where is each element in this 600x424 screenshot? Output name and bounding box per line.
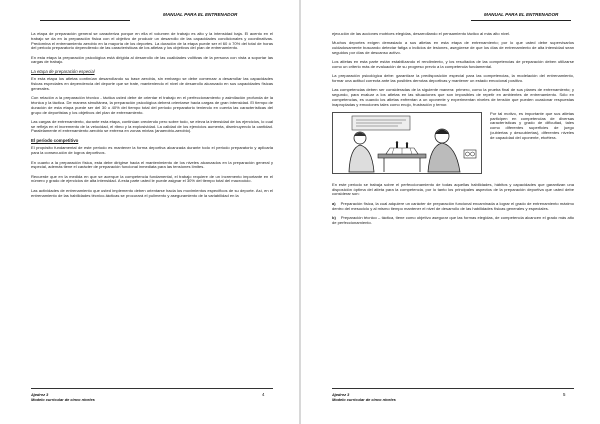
footer [332, 392, 396, 402]
running-header: MANUAL PARA EL ENTRENADOR [163, 12, 238, 17]
page-body [332, 32, 574, 230]
list-marker: b) [332, 214, 336, 220]
paragraph: En esta etapa la preparación psicológica está dirigida al desarrollo de las cualidades volitivas de la persona con vista a soportar las cargas de trabajo. [31, 54, 273, 65]
left-page [0, 0, 299, 424]
page-number: 4 [262, 392, 265, 397]
paragraph: Las actividades de entrenamiento que usted implemento deben orientarse hacia los movimientos específicos de su deporte. Así, en el entrenamiento de las habilidades técnico-tácticas se procurará el pulimento y aseguramiento de la variabilidad en la [31, 187, 273, 198]
header-rule [471, 20, 571, 21]
footer-rule [31, 388, 273, 389]
footer [31, 392, 95, 402]
paragraph: El propósito fundamental de este periodo es mantener la forma deportiva alcanzada durante todo el periodo preparatorio y aplicarla para la consecución de logros deportivos. [31, 145, 273, 156]
footer-title: Ajedrez 3 [31, 392, 49, 397]
header-rule [40, 20, 130, 21]
paragraph: En esta etapa los atletas continúan desarrollando su base aerobia, sin embargo se debe comenzar a desarrollar las capacidades físicas especiales en dependencia del deporte que se trate, manteniendo el nivel de desarrollo alcanzado en sus capacidades físicas generales. [31, 76, 273, 91]
section-heading: El periodo competitivo [31, 137, 79, 143]
list-text: Preparación física, la cual adquiere un carácter de preparación funcional encaminada a lograr el grado de entrenamiento máximo dentro del mesociclo y al mismo tiempo mantener el nivel de desarrollo de las habilidades físicas generales y especiales. [332, 200, 574, 211]
paragraph: Muchos deportes exigen demasiado a sus atletas en esta etapa de entrenamiento; por lo que usted debe supervisarlos cuidadosamente buscando detectar fatiga o indicios de lesiones, asegúrese de que los días de entrenamiento de alta intensidad sean seguidos por días de descanso activo. [332, 40, 574, 55]
page-body [31, 32, 273, 203]
paragraph: Los atletas en esta parte están estabilizando el rendimiento, y los resultados de las competencias de preparación deben utilizarse como un criterio más de evaluación de su progreso previo a la competencia fundamental. [332, 59, 574, 69]
figure-side-text: Por tal motivo, es importante que sus atletas participen en competencias de diversas características y grado de dificultad, tales como diferentes superficies de juego (cubiertas y descubiertas), diferentes niveles de capacidad del oponente, etcétera. [490, 110, 574, 140]
list-item [332, 216, 574, 226]
list-marker: a) [332, 200, 336, 206]
list-text: Preparación técnico – táctica, tiene como objetivo asegurar que las formas elegidas, de competencia alcancen el grado más alto de perfeccionamiento. [332, 214, 574, 225]
page-number: 5 [563, 392, 566, 397]
paragraph: La preparación psicológica debe: garantizar la predisposición especial para las competencias, la modelación del entrenamiento, formar una actitud correcta ante las posibles derrotas deportivas y mantener un estado emocional positivo. [332, 73, 574, 84]
subheading: La etapa de preparación especial [31, 68, 95, 74]
paragraph: Las cargas de entrenamiento, durante esta etapa, continúan creciendo pero sobre todo, se eleva la intensidad de los ejercicios, lo cual se refleja en el incremento de la velocidad, el ritmo y la explosividad. La calidad de los ejercicios aumenta, disminuyendo la cantidad. Paralelamente el entrenamiento aerobio se entrena en zonas mixtas (anaerobio-aerobio). [31, 118, 273, 134]
footer-subtitle: Modelo curricular de cinco niveles [332, 397, 396, 402]
paragraph: ejecución de las acciones motrices elegidas, desarrollando el pensamiento táctico al más alto nivel. [332, 31, 511, 36]
paragraph: En este periodo se trabaja sobre el perfeccionamiento de todas aquellas habilidades, hábitos y capacidades que garantizan una disposición óptima del atleta para la competencia, por lo tanto los principales aspectos de la preparación deportiva que usted debe considerar son: [332, 181, 574, 197]
paragraph: La etapa de preparación general se caracteriza porque en ella el volumen de trabajo es alto y la intensidad baja. El acento en el trabajo se da en la preparación física con el objetivo de producir un desarrollo de las capacidades condicionales y coordinativas. Predomina el entrenamiento aerobio en la mayoría de los deportes. La duración de la etapa puede ser el 60 ó 70% del total de horas del periodo preparatorio dependiendo de las características de los atletas y los objetivos del plan de entrenamiento. [31, 31, 273, 51]
paragraph: Recuerde que en la medida en que se acerque la competencia fundamental, el trabajo requiere de un incremento importante en el número y grado de ejercicios de alta intensidad. A esta parte usted le puede asignar el 30% del tiempo total del macrociclo. [31, 173, 273, 184]
paragraph: En cuanto a la preparación física, esta debe dirigirse hacia el mantenimiento de los niveles alcanzados en la preparación general y especial, además tiene el carácter de preparación funcional inmediata para las tensiones límites. [31, 159, 273, 170]
figure-row [332, 112, 574, 174]
paragraph: Con relación a la preparación técnico - táctica usted debe de orientar el trabajo en el perfeccionamiento y asimilación profunda de la técnica y la táctica. De manera simultánea, la preparación psicológica deberá orientarse hacia cargas de gran intensidad. El tiempo de duración de esta etapa puede ser del 30 o 40% del tiempo total del periodo preparatorio teniendo en cuenta las características del grupo de deportistas y los objetivos del plan de entrenamiento. [31, 95, 273, 115]
footer-subtitle: Modelo curricular de cinco niveles [31, 397, 95, 402]
paragraph: Las competencias deben ser consideradas de la siguiente manera: primero, como la prueba final de sus planes de entrenamiento; y segundo, para evaluar a los atletas en las situaciones que son imposibles de repetir en ambientes de entrenamiento. Sólo en competencias, es cuando los atletas enfrentan a un oponente y experimentan niveles de tensión que pueden ocasionar respuestas inapropiadas y emociones tales como enojo, frustración y temor. [332, 87, 574, 107]
right-page [301, 0, 600, 424]
chess-players-illustration-icon [332, 112, 482, 174]
running-header: MANUAL PARA EL ENTRENADOR [484, 12, 559, 17]
footer-rule [332, 388, 574, 389]
list-item [332, 202, 574, 212]
footer-title: Ajedrez 3 [332, 392, 350, 397]
